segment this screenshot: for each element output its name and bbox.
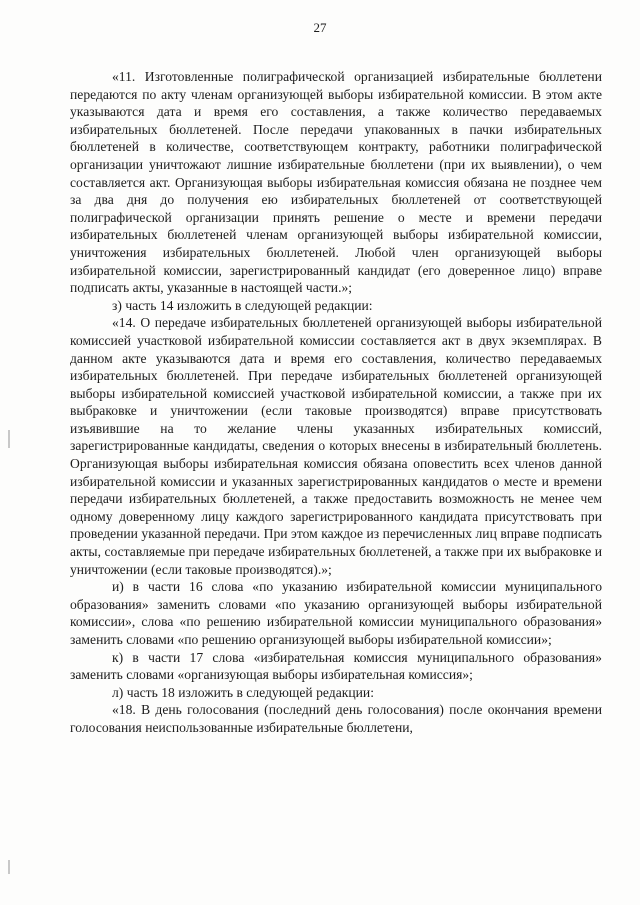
paragraph-amendment-z: з) часть 14 изложить в следующей редакции: (112, 297, 373, 313)
paragraph-part-11: «11. Изготовленные полиграфической организацией избирательные бюллетени передаются по акту членам организующей выборы избирательной комиссии. В этом акте указываются дата и время его составления, а также количество передаваемых избирательных бюллетеней. После передачи упакованных в пачки избирательных бюллетеней в количестве, соответствующем контракту, работники полиграфической организации уничтожают лишние избирательные бюллетени (при их выявлении), о чем составляется акт. Организующая выборы избирательная комиссия обязана не позднее чем за два дня до получения ею избирательных бюллетеней от соответствующей полиграфической организации принять решение о месте и времени передачи избирательных бюллетеней членам организующей выборы избирательной комиссии, уничтожения избирательных бюллетеней. Любой член организующей выборы избирательной комиссии, зарегистрированный кандидат (его доверенное лицо) вправе подписать акты, указанные в настоящей части.»; (70, 69, 602, 296)
paragraph-part-14: «14. О передаче избирательных бюллетеней организующей выборы избирательной комиссией участковой избирательной комиссии составляется акт в двух экземплярах. В данном акте указываются дата и время его составления, количество передаваемых избирательных бюллетеней. При передаче избирательных бюллетеней организующей выборы избирательной комиссией участковой избирательной комиссии, а также при их выбраковке и уничтожении (если таковые производятся) вправе присутствовать изъявившие на то желание члены указанных избирательных комиссий, зарегистрированные кандидаты, сведения о которых внесены в избирательный бюллетень. Организующая выборы избирательная комиссия обязана оповестить всех членов данной избирательной комиссии и указанных зарегистрированных кандидатов о месте и времени передачи избирательных бюллетеней, а также предоставить возможность не менее чем одному доверенному лицу каждого зарегистрированного кандидата присутствовать при проведении указанной передачи. При этом каждое из перечисленных лиц вправе подписать акты, составляемые при передаче избирательных бюллетеней, а также при их выбраковке и уничтожении (если таковые производятся).»; (70, 315, 602, 577)
paragraph-amendment-k: к) в части 17 слова «избирательная комиссия муниципального образования» заменить словами «организующая выборы избирательная комиссия»; (70, 649, 602, 683)
paragraph-amendment-l: л) часть 18 изложить в следующей редакции: (112, 684, 374, 700)
paragraph-amendment-i: и) в части 16 слова «по указанию избирательной комиссии муниципального образования» заменить словами «по указанию организующей выборы избирательной комиссии», слова «по решению избирательной комиссии муниципального образования» заменить словами «по решению организующей выборы избирательной комиссии»; (70, 579, 602, 647)
scan-artifact (8, 430, 10, 448)
document-body (70, 68, 602, 737)
page-number: 27 (313, 20, 327, 35)
scan-artifact (8, 860, 10, 874)
paragraph-part-18: «18. В день голосования (последний день голосования) после окончания времени голосования неиспользованные избирательные бюллетени, (70, 702, 602, 735)
